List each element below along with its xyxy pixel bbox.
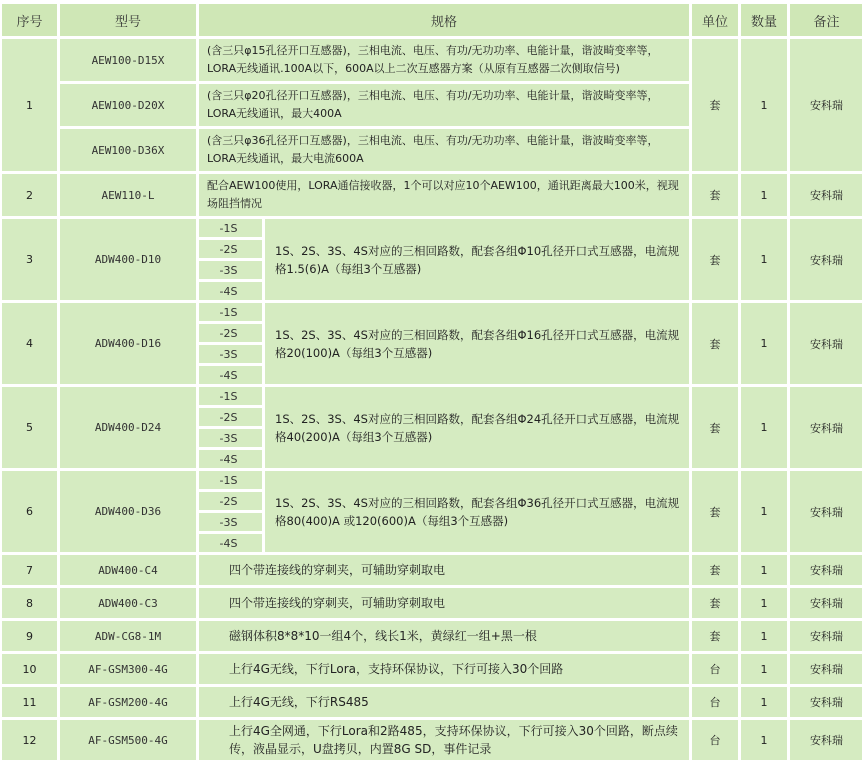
row-index: 5 [2,387,57,468]
row-model: ADW-CG8-1M [60,621,196,651]
row-remark: 安科瑞 [790,588,862,618]
table-row [2,471,862,489]
sub-variant: -1S [199,387,262,405]
row-model: AEW100-D20X [60,84,196,126]
row-qty: 1 [741,471,787,552]
table-row [2,621,862,651]
row-model: AEW110-L [60,174,196,216]
row-spec: 磁钢体积8*8*10一组4个，线长1米，黄绿红一组+黑一根 [199,621,689,651]
row-unit: 台 [692,720,738,760]
row-index: 11 [2,687,57,717]
row-qty: 1 [741,387,787,468]
row-remark: 安科瑞 [790,654,862,684]
header-row [2,4,862,36]
header-index: 序号 [2,4,57,36]
sub-variant: -3S [199,261,262,279]
row-qty: 1 [741,687,787,717]
row-spec: 配合AEW100使用，LORA通信接收器，1个可以对应10个AEW100，通讯距离最大100米，视现场阻挡情况 [199,174,689,216]
row-unit: 套 [692,387,738,468]
sub-variant: -2S [199,492,262,510]
row-remark: 安科瑞 [790,387,862,468]
row-index: 9 [2,621,57,651]
table-row [2,588,862,618]
header-remark: 备注 [790,4,862,36]
sub-variant: -1S [199,471,262,489]
row-model: ADW400-D16 [60,303,196,384]
row-model: AF-GSM300-4G [60,654,196,684]
row-model: ADW400-D36 [60,471,196,552]
sub-variant: -3S [199,429,262,447]
row-remark: 安科瑞 [790,39,862,171]
row-unit: 台 [692,687,738,717]
row-unit: 台 [692,654,738,684]
row-qty: 1 [741,39,787,171]
row-index: 12 [2,720,57,760]
row-model: ADW400-C4 [60,555,196,585]
header-model: 型号 [60,4,196,36]
row-qty: 1 [741,303,787,384]
row-spec: 上行4G无线，下行Lora，支持环保协议，下行可接入30个回路 [199,654,689,684]
row-model: ADW400-D10 [60,219,196,300]
sub-variant: -3S [199,513,262,531]
table-row [2,303,862,321]
table-row [2,654,862,684]
table-row [2,174,862,216]
row-qty: 1 [741,555,787,585]
row-qty: 1 [741,174,787,216]
row-unit: 套 [692,219,738,300]
row-qty: 1 [741,621,787,651]
sub-variant: -1S [199,303,262,321]
row-model: ADW400-C3 [60,588,196,618]
row-index: 4 [2,303,57,384]
sub-variant: -4S [199,282,262,300]
header-qty: 数量 [741,4,787,36]
row-spec: 1S、2S、3S、4S对应的三相回路数，配套各组Φ10孔径开口式互感器，电流规格1.5(6)A（每组3个互感器) [265,219,689,300]
row-spec: 上行4G无线，下行RS485 [199,687,689,717]
sub-variant: -1S [199,219,262,237]
row-model: AF-GSM200-4G [60,687,196,717]
sub-variant: -4S [199,366,262,384]
table-row [2,39,862,81]
sub-variant: -2S [199,408,262,426]
header-unit: 单位 [692,4,738,36]
table-row [2,720,862,760]
row-remark: 安科瑞 [790,219,862,300]
row-qty: 1 [741,654,787,684]
row-unit: 套 [692,174,738,216]
table-row [2,555,862,585]
row-index: 3 [2,219,57,300]
row-spec: 1S、2S、3S、4S对应的三相回路数，配套各组Φ16孔径开口式互感器，电流规格20(100)A（每组3个互感器) [265,303,689,384]
sub-variant: -4S [199,534,262,552]
row-qty: 1 [741,720,787,760]
sub-variant: -4S [199,450,262,468]
table-row [2,219,862,237]
sub-variant: -2S [199,240,262,258]
row-remark: 安科瑞 [790,621,862,651]
row-index: 2 [2,174,57,216]
header-spec: 规格 [199,4,689,36]
row-index: 10 [2,654,57,684]
row-model: ADW400-D24 [60,387,196,468]
row-index: 7 [2,555,57,585]
row-spec: (含三只φ36孔径开口互感器)，三相电流、电压、有功/无功功率、电能计量，谐波畸变率等，LORA无线通讯，最大电流600A [199,129,689,171]
row-spec: 1S、2S、3S、4S对应的三相回路数，配套各组Φ24孔径开口式互感器，电流规格40(200)A（每组3个互感器) [265,387,689,468]
row-spec: 四个带连接线的穿刺夹，可辅助穿刺取电 [199,588,689,618]
row-spec: (含三只φ20孔径开口互感器)，三相电流、电压、有功/无功功率、电能计量，谐波畸变率等，LORA无线通讯，最大400A [199,84,689,126]
row-spec: 1S、2S、3S、4S对应的三相回路数，配套各组Φ36孔径开口式互感器，电流规格80(400)A 或120(600)A（每组3个互感器) [265,471,689,552]
row-index: 6 [2,471,57,552]
row-unit: 套 [692,39,738,171]
row-model: AEW100-D36X [60,129,196,171]
row-remark: 安科瑞 [790,303,862,384]
row-model: AF-GSM500-4G [60,720,196,760]
sub-variant: -3S [199,345,262,363]
row-qty: 1 [741,588,787,618]
row-remark: 安科瑞 [790,174,862,216]
row-remark: 安科瑞 [790,555,862,585]
row-unit: 套 [692,303,738,384]
row-index: 1 [2,39,57,171]
row-unit: 套 [692,471,738,552]
product-spec-table [0,1,862,763]
row-unit: 套 [692,621,738,651]
sub-variant: -2S [199,324,262,342]
row-qty: 1 [741,219,787,300]
row-unit: 套 [692,588,738,618]
row-unit: 套 [692,555,738,585]
row-spec: 上行4G全网通，下行Lora和2路485，支持环保协议，下行可接入30个回路，断点续传，液晶显示，U盘拷贝，内置8G SD，事件记录 [199,720,689,760]
table-row [2,687,862,717]
row-remark: 安科瑞 [790,720,862,760]
row-model: AEW100-D15X [60,39,196,81]
row-index: 8 [2,588,57,618]
row-remark: 安科瑞 [790,471,862,552]
row-spec: 四个带连接线的穿刺夹，可辅助穿刺取电 [199,555,689,585]
row-spec: (含三只φ15孔径开口互感器)，三相电流、电压、有功/无功功率、电能计量，谐波畸变率等，LORA无线通讯.100A以下，600A以上二次互感器方案（从原有互感器二次侧取信号) [199,39,689,81]
row-remark: 安科瑞 [790,687,862,717]
table-row [2,387,862,405]
